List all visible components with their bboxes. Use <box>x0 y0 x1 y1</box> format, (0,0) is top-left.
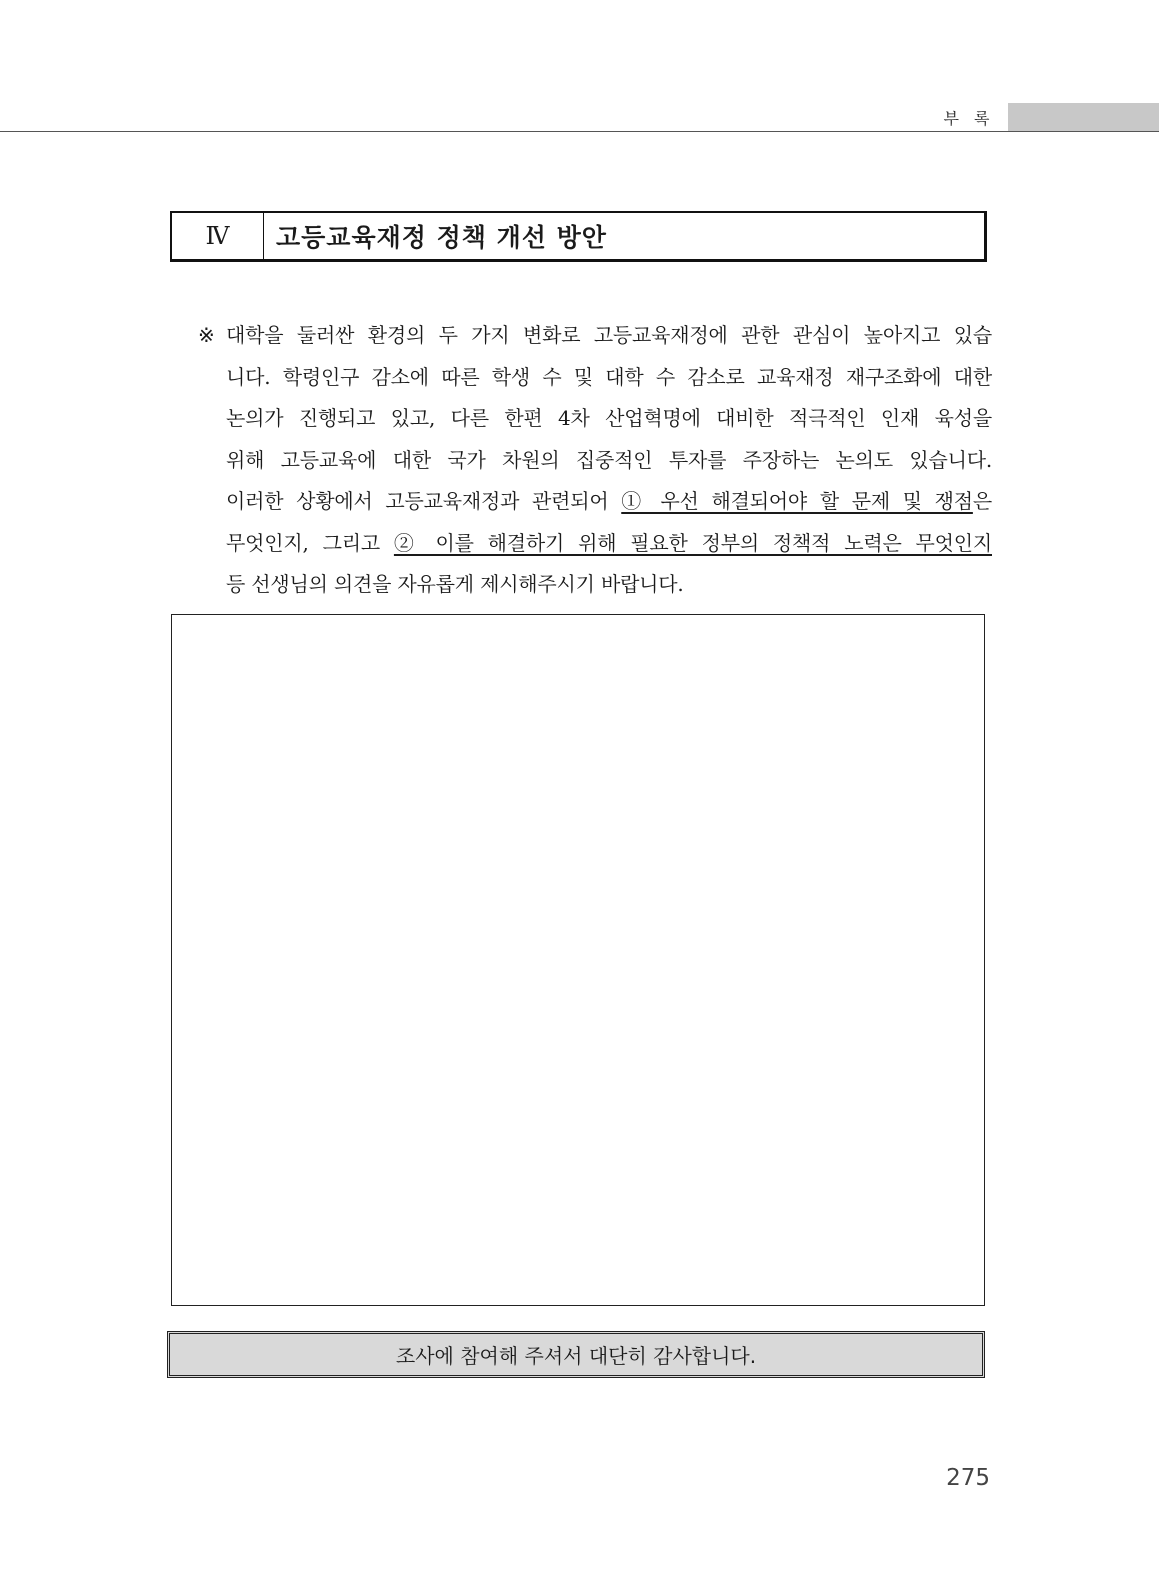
survey-instruction <box>198 315 992 606</box>
instruction-line-4: 위해 고등교육에 대한 국가 차원의 집중적인 투자를 주장하는 논의도 있습니다. <box>226 447 992 472</box>
running-head-rule <box>0 131 1159 132</box>
answer-box[interactable] <box>171 614 985 1306</box>
running-head-label: 부 록 <box>943 109 995 128</box>
question-1-underlined: ① 우선 해결되어야 할 문제 및 쟁점 <box>621 489 973 513</box>
page-number: 275 <box>946 1465 990 1491</box>
running-head <box>0 103 1159 132</box>
running-head-tab <box>1008 103 1159 132</box>
section-numeral: Ⅳ <box>172 213 264 259</box>
instruction-line-1: ※ 대학을 둘러싼 환경의 두 가지 변화로 고등교육재정에 관한 관심이 높아지고 있습 <box>198 315 992 357</box>
reference-mark: ※ <box>198 323 215 347</box>
instruction-line-3: 논의가 진행되고 있고, 다른 한편 4차 산업혁명에 대비한 적극적인 인재 육성을 <box>226 406 992 430</box>
instruction-line-5: 이러한 상황에서 고등교육재정과 관련되어 ① 우선 해결되어야 할 문제 및 쟁점은 <box>226 489 992 513</box>
question-2-underlined: ② 이를 해결하기 위해 필요한 정부의 정책적 노력은 무엇인지 <box>393 530 992 555</box>
section-title: 고등교육재정 정책 개선 방안 <box>276 223 607 252</box>
section-header <box>170 211 987 262</box>
instruction-line-7: 등 선생님의 의견을 자유롭게 제시해주시기 바랍니다. <box>226 572 684 596</box>
thank-you-banner: 조사에 참여해 주셔서 대단히 감사합니다. <box>167 1331 985 1378</box>
instruction-line-6: 무엇인지, 그리고 ② 이를 해결하기 위해 필요한 정부의 정책적 노력은 무엇인지 <box>226 530 992 555</box>
instruction-line-2: 니다. 학령인구 감소에 따른 학생 수 및 대학 수 감소로 교육재정 재구조화에 대한 <box>226 364 992 389</box>
